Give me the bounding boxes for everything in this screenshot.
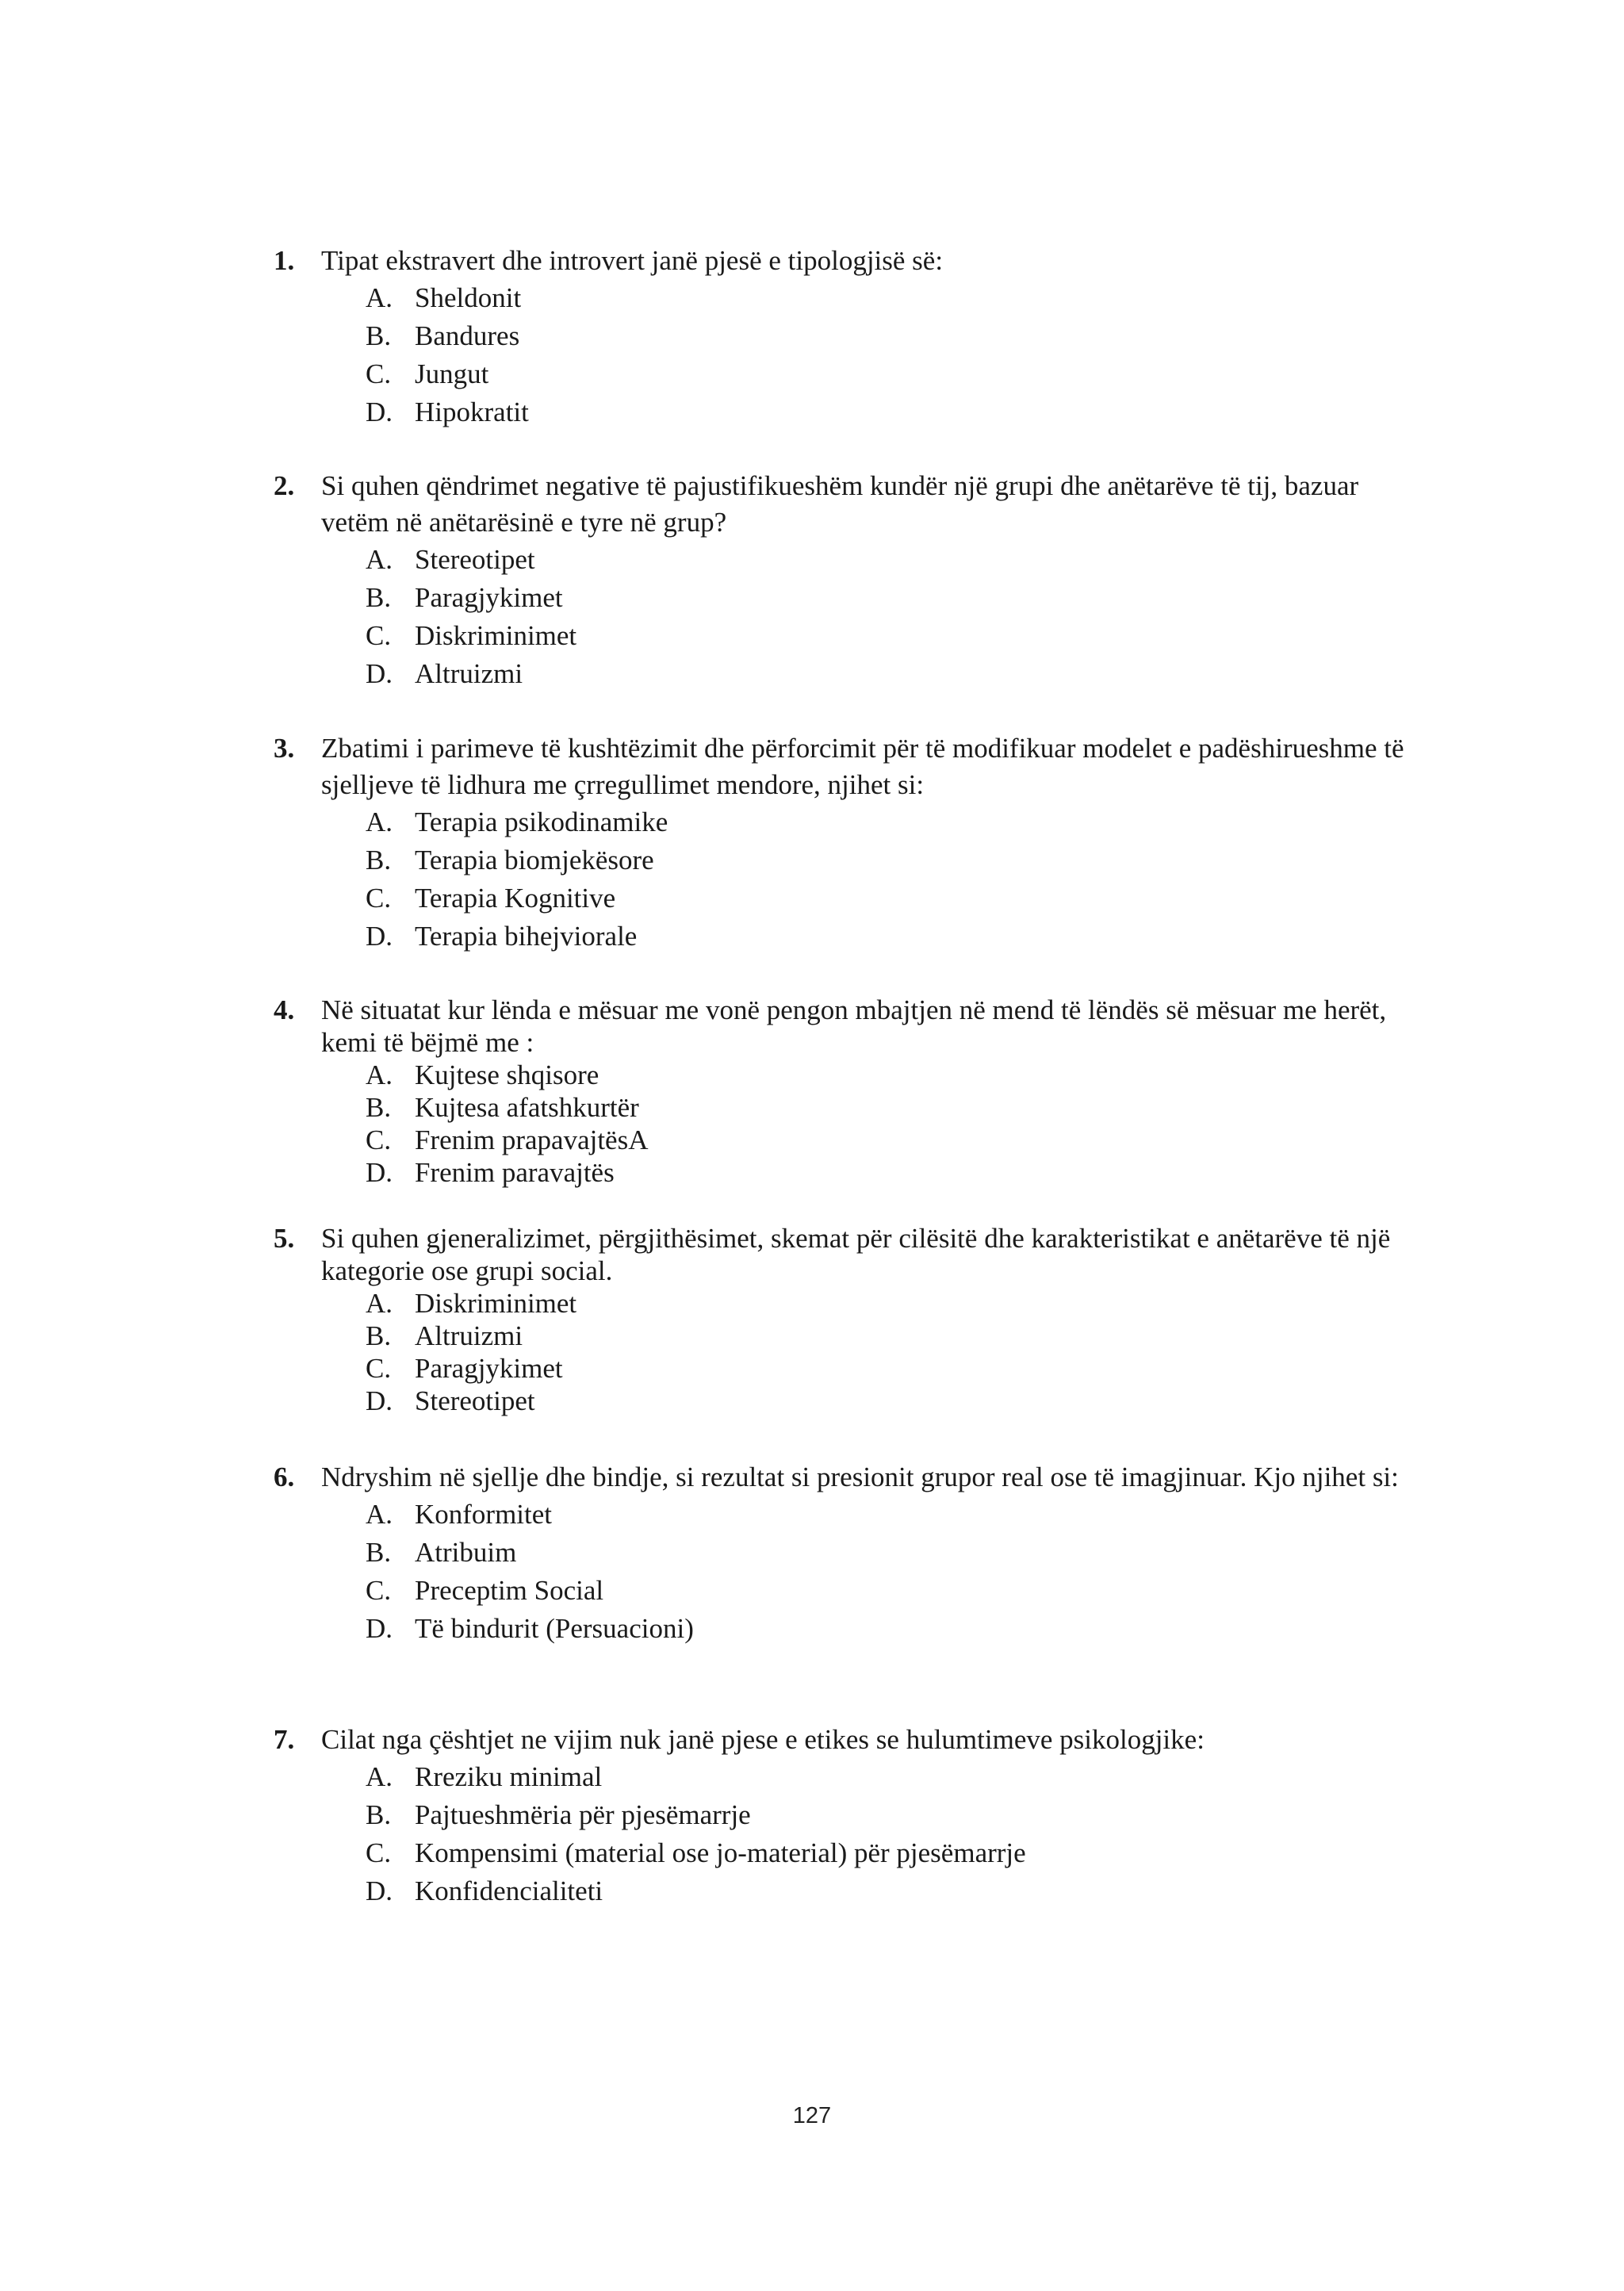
option-letter: C. — [366, 1124, 392, 1155]
answer-options — [274, 1496, 1408, 1648]
option-d — [274, 1156, 1408, 1189]
option-text: Frenim paravajtës — [415, 1157, 615, 1188]
option-text: Pajtueshmëria për pjesëmarrje — [415, 1799, 751, 1830]
option-letter: A. — [366, 282, 393, 313]
option-text: Stereotipet — [415, 1385, 535, 1416]
question-number: 2. — [274, 470, 295, 501]
option-text: Rreziku minimal — [415, 1761, 603, 1792]
option-b — [274, 841, 1408, 879]
option-a — [274, 1496, 1408, 1534]
option-a — [274, 803, 1408, 841]
option-d — [274, 1385, 1408, 1417]
option-letter: B. — [366, 582, 392, 613]
question-3 — [274, 730, 1408, 956]
option-b — [274, 1796, 1408, 1834]
option-text: Terapia bihejviorale — [415, 921, 638, 952]
option-letter: D. — [366, 1157, 393, 1188]
option-c — [274, 1352, 1408, 1385]
option-text: Paragjykimet — [415, 1353, 563, 1384]
question-text: Si quhen qëndrimet negative të pajustifikueshëm kundër një grupi dhe anëtarëve të tij, bazuar vetëm në anëtarësinë e tyre në grup? — [321, 470, 1359, 538]
question-number: 1. — [274, 245, 295, 276]
option-c — [274, 617, 1408, 655]
option-b — [274, 317, 1408, 355]
option-letter: A. — [366, 1288, 393, 1319]
option-text: Konfidencialiteti — [415, 1875, 603, 1906]
option-a — [274, 279, 1408, 317]
option-text: Altruizmi — [415, 658, 523, 689]
question-1 — [274, 243, 1408, 431]
option-letter: C. — [366, 1837, 392, 1868]
option-letter: D. — [366, 1613, 393, 1644]
question-number: 5. — [274, 1223, 295, 1254]
option-text: Frenim prapavajtësA — [415, 1124, 649, 1155]
option-text: Kujtese shqisore — [415, 1059, 599, 1090]
option-letter: A. — [366, 544, 393, 575]
question-text: Në situatat kur lënda e mësuar me vonë pengon mbajtjen në mend të lëndës së mësuar me herët, kemi të bëjmë me : — [321, 994, 1387, 1058]
option-text: Atribuim — [415, 1537, 517, 1568]
option-d — [274, 655, 1408, 693]
option-letter: D. — [366, 1875, 393, 1906]
answer-options — [274, 1059, 1408, 1189]
option-text: Altruizmi — [415, 1320, 523, 1351]
option-d — [274, 918, 1408, 956]
option-c — [274, 1572, 1408, 1610]
option-letter: C. — [366, 1353, 392, 1384]
option-text: Preceptim Social — [415, 1575, 604, 1606]
answer-options — [274, 803, 1408, 956]
question-6 — [274, 1459, 1408, 1648]
page-number: 127 — [792, 2103, 832, 2128]
option-c — [274, 355, 1408, 393]
option-text: Sheldonit — [415, 282, 522, 313]
option-letter: B. — [366, 320, 392, 351]
answer-options — [274, 279, 1408, 431]
option-letter: A. — [366, 1761, 393, 1792]
question-text: Tipat ekstravert dhe introvert janë pjesë e tipologjisë së: — [321, 245, 944, 276]
option-letter: B. — [366, 845, 392, 875]
option-text: Konformitet — [415, 1499, 553, 1530]
option-b — [274, 1534, 1408, 1572]
option-letter: A. — [366, 1499, 393, 1530]
question-2 — [274, 468, 1408, 693]
option-letter: C. — [366, 358, 392, 389]
option-text: Stereotipet — [415, 544, 535, 575]
option-text: Terapia Kognitive — [415, 883, 616, 914]
option-a — [274, 1059, 1408, 1091]
option-letter: B. — [366, 1092, 392, 1123]
option-text: Bandures — [415, 320, 520, 351]
question-text: Ndryshim në sjellje dhe bindje, si rezultat si presionit grupor real ose të imagjinuar. Kjo njihet si: — [321, 1462, 1399, 1492]
option-text: Hipokratit — [415, 397, 529, 427]
question-number: 4. — [274, 994, 295, 1025]
option-text: Kompensimi (material ose jo-material) për pjesëmarrje — [415, 1837, 1026, 1868]
option-b — [274, 1091, 1408, 1124]
option-a — [274, 541, 1408, 579]
option-c — [274, 1124, 1408, 1156]
option-d — [274, 393, 1408, 431]
option-letter: A. — [366, 806, 393, 837]
option-a — [274, 1287, 1408, 1320]
option-text: Terapia biomjekësore — [415, 845, 654, 875]
question-text: Si quhen gjeneralizimet, përgjithësimet, skemat për cilësitë dhe karakteristikat e anëtarëve të një kategorie ose grupi social. — [321, 1223, 1391, 1286]
option-letter: B. — [366, 1537, 392, 1568]
question-5 — [274, 1222, 1408, 1417]
option-text: Kujtesa afatshkurtër — [415, 1092, 639, 1123]
question-number: 3. — [274, 733, 295, 764]
question-4 — [274, 994, 1408, 1189]
option-d — [274, 1610, 1408, 1648]
option-letter: C. — [366, 883, 392, 914]
question-text: Zbatimi i parimeve të kushtëzimit dhe përforcimit për të modifikuar modelet e padëshirueshme të sjelljeve të lidhura me çrregullimet mendore, njihet si: — [321, 733, 1404, 800]
option-letter: A. — [366, 1059, 393, 1090]
option-letter: D. — [366, 658, 393, 689]
option-b — [274, 1320, 1408, 1352]
option-letter: B. — [366, 1799, 392, 1830]
option-letter: B. — [366, 1320, 392, 1351]
option-letter: D. — [366, 921, 393, 952]
option-letter: D. — [366, 1385, 393, 1416]
option-letter: C. — [366, 620, 392, 651]
option-b — [274, 579, 1408, 617]
question-number: 6. — [274, 1462, 295, 1492]
option-letter: C. — [366, 1575, 392, 1606]
option-letter: D. — [366, 397, 393, 427]
question-number: 7. — [274, 1724, 295, 1755]
option-d — [274, 1872, 1408, 1910]
answer-options — [274, 1758, 1408, 1910]
option-text: Terapia psikodinamike — [415, 806, 668, 837]
option-a — [274, 1758, 1408, 1796]
question-text: Cilat nga çështjet ne vijim nuk janë pjese e etikes se hulumtimeve psikologjike: — [321, 1724, 1205, 1755]
option-text: Të bindurit (Persuacioni) — [415, 1613, 694, 1644]
answer-options — [274, 541, 1408, 693]
option-text: Diskriminimet — [415, 620, 577, 651]
option-text: Paragjykimet — [415, 582, 563, 613]
answer-options — [274, 1287, 1408, 1417]
option-c — [274, 879, 1408, 918]
option-c — [274, 1834, 1408, 1872]
question-7 — [274, 1722, 1408, 1910]
option-text: Jungut — [415, 358, 489, 389]
option-text: Diskriminimet — [415, 1288, 577, 1319]
